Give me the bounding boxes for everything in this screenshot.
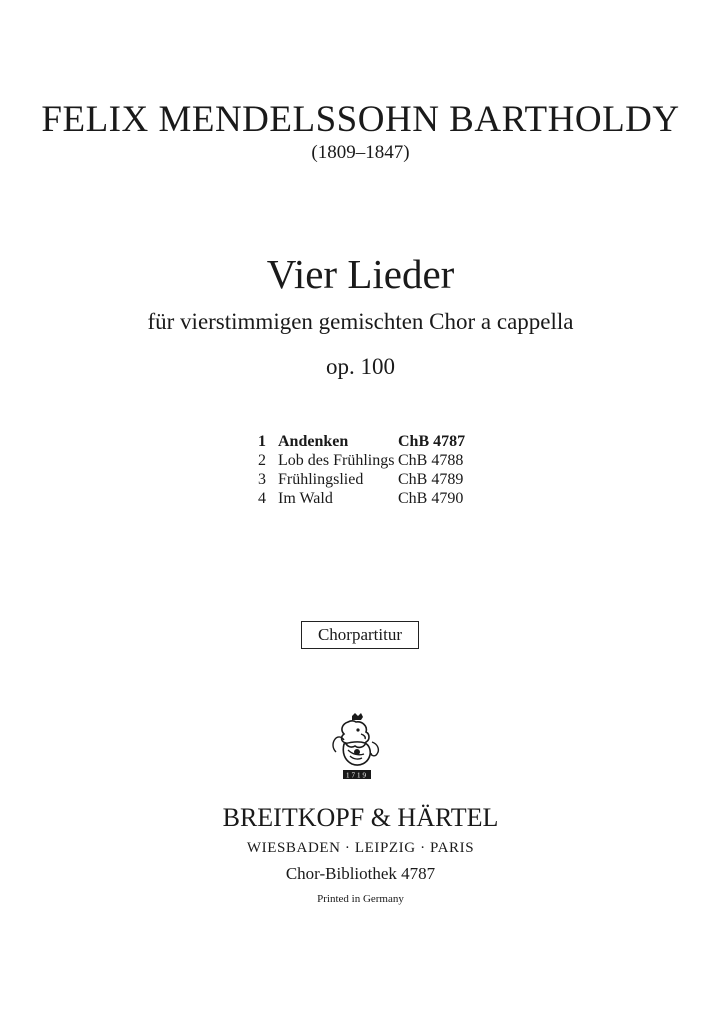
opus-number: op. 100 [326,354,395,379]
song-catalog-code: ChB 4787 [398,433,466,450]
song-title: Andenken [278,433,349,450]
publisher-name: BREITKOPF & HÄRTEL [222,803,499,832]
song-title: Lob des Frühlings [278,452,395,469]
song-number: 4 [258,490,266,507]
song-item [258,489,465,508]
song-list [258,432,465,508]
publisher-cities: WIESBADEN · LEIPZIG · PARIS [246,840,475,856]
song-number: 3 [258,471,266,488]
song-catalog-code: ChB 4790 [398,490,464,507]
song-title: Im Wald [278,490,333,507]
song-catalog-code: ChB 4789 [398,471,464,488]
format-label-box: Chorpartitur [301,621,419,649]
composer-name: FELIX MENDELSSOHN BARTHOLDY [41,99,680,140]
song-item [258,451,465,470]
song-number: 2 [258,452,266,469]
breitkopf-lion-emblem-icon [330,712,382,784]
song-item [258,470,465,489]
song-item [258,432,465,451]
song-catalog-code: ChB 4788 [398,452,464,469]
composer-dates: (1809–1847) [311,142,410,163]
series-number: Chor-Bibliothek 4787 [285,864,436,883]
logo-year-text: 1719 [346,771,368,780]
song-number: 1 [258,433,266,450]
page-title: Vier Lieder [266,251,455,297]
subtitle: für vierstimmigen gemischten Chor a cappella [147,309,574,334]
printed-note: Printed in Germany [317,893,404,905]
song-title: Frühlingslied [278,471,364,488]
